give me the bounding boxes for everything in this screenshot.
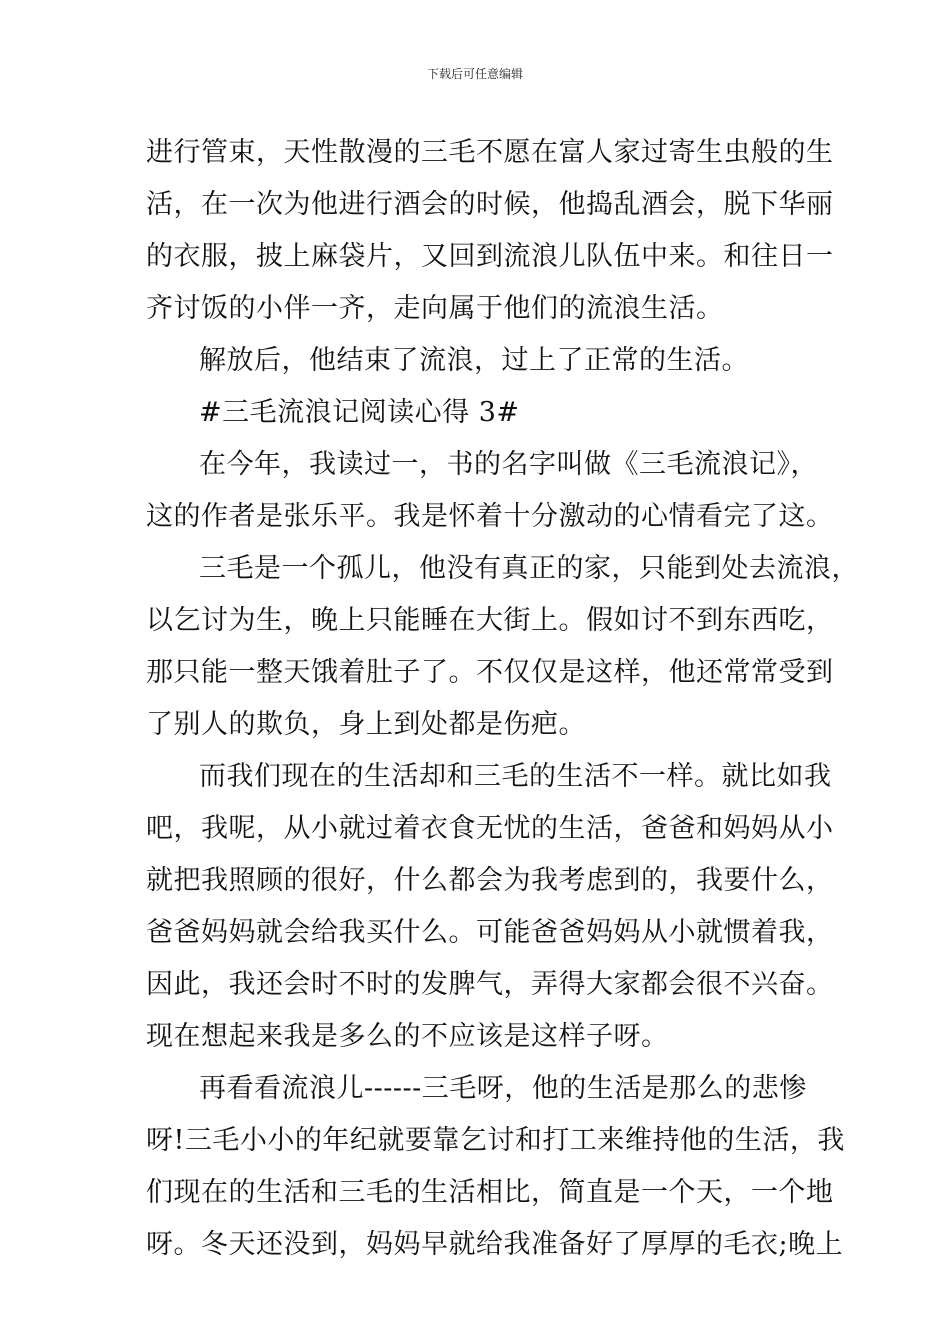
text-line: 呀!三毛小小的年纪就要靠乞讨和打工来维持他的生活，我 <box>146 1125 845 1156</box>
text-line: 那只能一整天饿着肚子了。不仅仅是这样，他还常常受到 <box>146 657 834 688</box>
text-line: 而我们现在的生活却和三毛的生活不一样。就比如我 <box>199 761 832 792</box>
text-line: 齐讨饭的小伴一齐，走向属于他们的流浪生活。 <box>146 293 724 324</box>
page-header: 下载后可任意编辑 <box>426 67 523 81</box>
text-line: 在今年，我读过一，书的名字叫做《三毛流浪记》， <box>199 449 818 480</box>
text-line: 就把我照顾的很好，什么都会为我考虑到的，我要什么， <box>146 865 834 896</box>
section-heading: #三毛流浪记阅读心得 3# <box>199 397 520 428</box>
text-line: 吧，我呢，从小就过着衣食无忧的生活，爸爸和妈妈从小 <box>146 813 834 844</box>
text-line: 进行管束，天性散漫的三毛不愿在富人家过寄生虫般的生 <box>146 137 834 168</box>
text-line: 这的作者是张乐平。我是怀着十分激动的心情看完了这。 <box>146 501 834 532</box>
text-line: 的衣服，披上麻袋片，又回到流浪儿队伍中来。和往日一 <box>146 241 834 272</box>
text-line: 因此，我还会时不时的发脾气，弄得大家都会很不兴奋。 <box>146 969 834 1000</box>
document-body <box>146 127 859 1271</box>
text-line: 解放后，他结束了流浪，过上了正常的生活。 <box>199 345 749 376</box>
text-line: 了别人的欺负，身上到处都是伤疤。 <box>146 709 586 740</box>
text-line: 活，在一次为他进行酒会的时候，他捣乱酒会，脱下华丽 <box>146 189 834 220</box>
text-line: 以乞讨为生，晚上只能睡在大街上。假如讨不到东西吃， <box>146 605 834 636</box>
text-line: 现在想起来我是多么的不应该是这样子呀。 <box>146 1021 669 1052</box>
text-line: 再看看流浪儿------三毛呀，他的生活是那么的悲惨 <box>199 1073 807 1104</box>
text-line: 爸爸妈妈就会给我买什么。可能爸爸妈妈从小就惯着我， <box>146 917 834 948</box>
text-line: 们现在的生活和三毛的生活相比，简直是一个天，一个地 <box>146 1177 834 1208</box>
text-line: 呀。冬天还没到，妈妈早就给我准备好了厚厚的毛衣;晚上 <box>146 1229 844 1260</box>
text-line: 三毛是一个孤儿，他没有真正的家，只能到处去流浪， <box>199 553 859 584</box>
